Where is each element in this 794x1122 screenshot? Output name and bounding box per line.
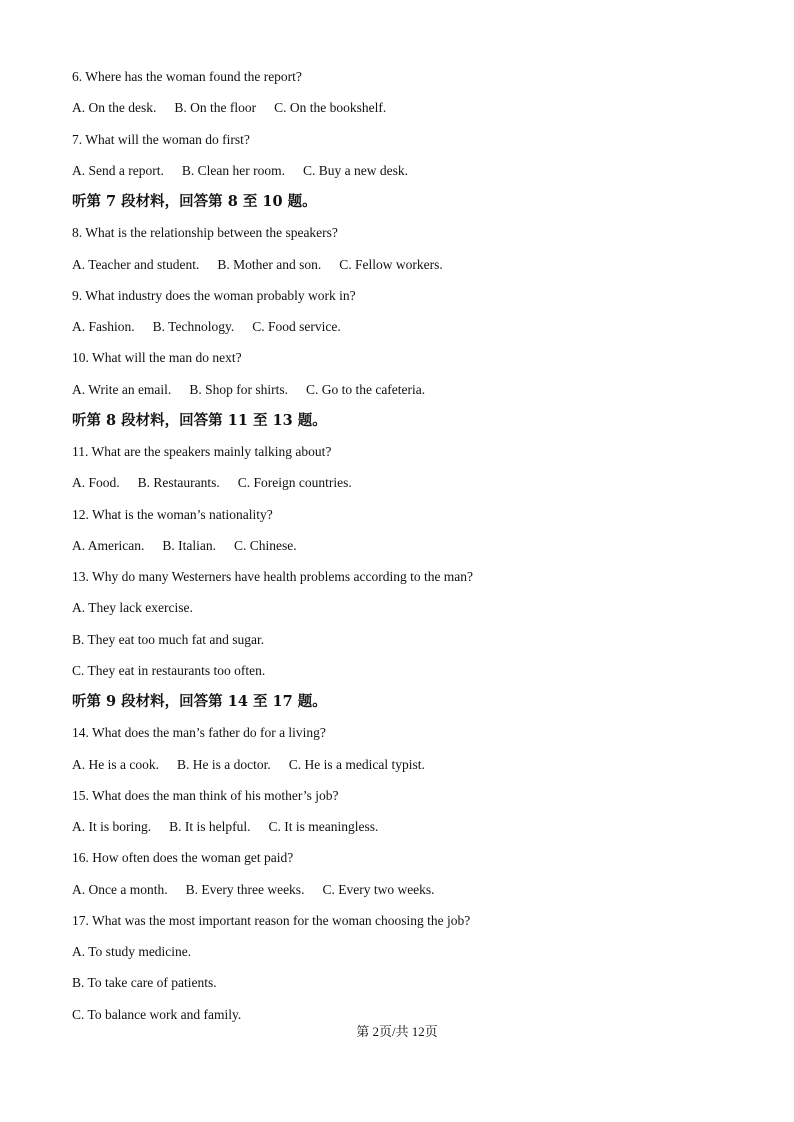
answer-option: A. To study medicine. bbox=[72, 944, 192, 959]
page-footer: 第 2页/共 12页 bbox=[356, 1024, 438, 1039]
answer-option: C. Foreign countries. bbox=[237, 475, 352, 491]
answer-option: A. Teacher and student. bbox=[72, 256, 200, 272]
section-heading: 听第 8 段材料，回答第 11 至 13 题。 bbox=[72, 411, 327, 429]
answer-option: B. Technology. bbox=[152, 319, 235, 334]
answer-option: C. Food service. bbox=[252, 319, 341, 334]
question-text: 12. What is the woman’s nationality? bbox=[72, 506, 273, 522]
answer-options bbox=[72, 879, 752, 910]
answer-option: C. On the bookshelf. bbox=[274, 100, 387, 116]
answer-option: A. He is a cook. bbox=[72, 756, 159, 772]
answer-option: B. Restaurants. bbox=[137, 475, 220, 491]
answer-options bbox=[72, 379, 752, 410]
answer-options bbox=[72, 597, 752, 628]
question-text: 8. What is the relationship between the speakers? bbox=[72, 225, 338, 241]
exam-content bbox=[72, 66, 752, 1035]
answer-option: C. It is meaningless. bbox=[268, 819, 379, 834]
question-text: 10. What will the man do next? bbox=[72, 350, 242, 366]
question-text: 9. What industry does the woman probably work in? bbox=[72, 287, 356, 303]
question-text: 14. What does the man’s father do for a living? bbox=[72, 725, 326, 741]
question-text: 11. What are the speakers mainly talking about? bbox=[72, 444, 332, 459]
answer-options bbox=[72, 535, 752, 566]
answer-option: C. He is a medical typist. bbox=[288, 756, 425, 772]
answer-option: A. Write an email. bbox=[72, 381, 172, 397]
answer-option: A. American. bbox=[72, 537, 145, 553]
answer-option: A. Food. bbox=[72, 475, 120, 491]
answer-option: C. Fellow workers. bbox=[339, 256, 443, 272]
answer-option: C. To balance work and family. bbox=[72, 1006, 242, 1022]
answer-option: A. Fashion. bbox=[72, 319, 135, 334]
question-text: 17. What was the most important reason for the woman choosing the job? bbox=[72, 912, 471, 928]
answer-options bbox=[72, 160, 752, 191]
answer-option: A. Send a report. bbox=[72, 162, 164, 178]
answer-options bbox=[72, 660, 752, 691]
answer-option: C. Every two weeks. bbox=[322, 881, 435, 897]
answer-option: A. They lack exercise. bbox=[72, 600, 193, 616]
answer-option: C. Buy a new desk. bbox=[302, 162, 408, 178]
answer-option: B. Shop for shirts. bbox=[189, 381, 288, 397]
answer-option: C. Chinese. bbox=[233, 537, 297, 553]
answer-option: B. Mother and son. bbox=[217, 256, 322, 272]
answer-option: A. It is boring. bbox=[72, 819, 152, 834]
question-text: 15. What does the man think of his mother’s job? bbox=[72, 787, 339, 803]
answer-option: B. To take care of patients. bbox=[72, 975, 217, 991]
answer-options bbox=[72, 254, 752, 285]
answer-options bbox=[72, 316, 752, 347]
answer-options bbox=[72, 754, 752, 785]
answer-options bbox=[72, 816, 752, 847]
answer-options bbox=[72, 472, 752, 503]
section-heading: 听第 7 段材料，回答第 8 至 10 题。 bbox=[72, 193, 317, 210]
section-heading: 听第 9 段材料，回答第 14 至 17 题。 bbox=[72, 693, 327, 710]
answer-option: B. On the floor bbox=[174, 100, 257, 116]
answer-option: C. Go to the cafeteria. bbox=[305, 381, 426, 397]
answer-options bbox=[72, 629, 752, 660]
answer-options bbox=[72, 972, 752, 1003]
question-text: 16. How often does the woman get paid? bbox=[72, 850, 294, 866]
question-text: 13. Why do many Westerners have health problems according to the man? bbox=[72, 569, 474, 584]
answer-options bbox=[72, 97, 752, 128]
answer-option: A. On the desk. bbox=[72, 100, 157, 116]
answer-option: C. They eat in restaurants too often. bbox=[72, 662, 266, 678]
answer-option: B. Italian. bbox=[162, 537, 216, 553]
question-text: 6. Where has the woman found the report? bbox=[72, 69, 302, 84]
answer-option: B. Clean her room. bbox=[181, 162, 285, 178]
question-text: 7. What will the woman do first? bbox=[72, 131, 250, 147]
answer-option: B. Every three weeks. bbox=[185, 881, 305, 897]
answer-option: A. Once a month. bbox=[72, 881, 168, 897]
answer-option: B. He is a doctor. bbox=[176, 756, 271, 772]
answer-option: B. It is helpful. bbox=[169, 819, 251, 834]
answer-option: B. They eat too much fat and sugar. bbox=[72, 631, 265, 647]
answer-options bbox=[72, 941, 752, 972]
